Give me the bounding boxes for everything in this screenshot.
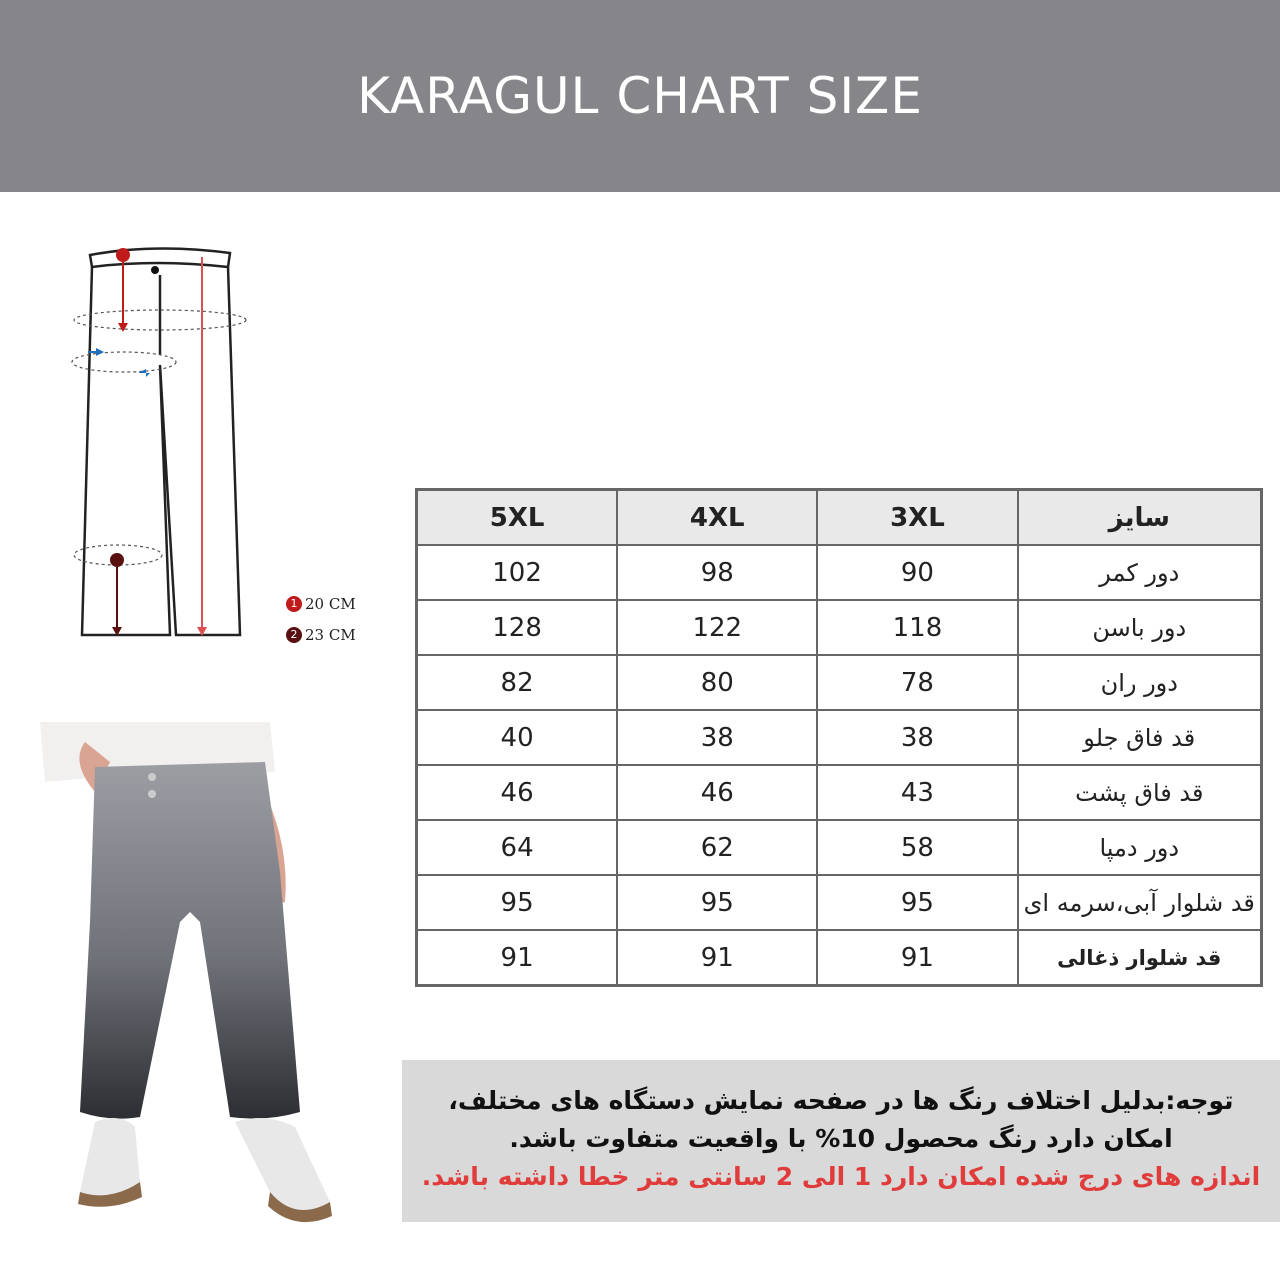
table-row	[417, 875, 1262, 930]
table-row	[417, 765, 1262, 820]
table-cell: 46	[417, 765, 618, 820]
legend-label-1: 20 CM	[305, 594, 356, 613]
measurement-legend	[286, 588, 356, 650]
table-cell: 122	[617, 600, 817, 655]
legend-label-2: 23 CM	[305, 625, 356, 644]
table-cell: 91	[817, 930, 1017, 986]
table-cell: 128	[417, 600, 618, 655]
product-photo	[40, 722, 340, 1242]
size-chart-table	[415, 488, 1263, 987]
legend-item-2	[286, 619, 356, 650]
table-header-row	[417, 490, 1262, 546]
header-banner	[0, 0, 1280, 192]
row-label: قد فاق پشت	[1018, 765, 1262, 820]
marker-1-icon: 1	[286, 596, 302, 612]
table-cell: 64	[417, 820, 618, 875]
table-cell: 118	[817, 600, 1017, 655]
table-row	[417, 930, 1262, 986]
table-cell: 90	[817, 545, 1017, 600]
notice-warning: اندازه های درج شده امکان دارد 1 الی 2 سانتی متر خطا داشته باشد.	[421, 1162, 1261, 1191]
column-header: 5XL	[417, 490, 618, 546]
table-row	[417, 545, 1262, 600]
table-cell: 91	[417, 930, 618, 986]
table-row	[417, 655, 1262, 710]
table-cell: 46	[617, 765, 817, 820]
column-header: 3XL	[817, 490, 1017, 546]
row-label: دور دمپا	[1018, 820, 1262, 875]
marker-2-icon: 2	[286, 627, 302, 643]
table-cell: 78	[817, 655, 1017, 710]
table-cell: 95	[417, 875, 618, 930]
table-cell: 62	[617, 820, 817, 875]
column-header: 4XL	[617, 490, 817, 546]
column-header: سایز	[1018, 490, 1262, 546]
table-cell: 95	[617, 875, 817, 930]
table-row	[417, 820, 1262, 875]
table-cell: 91	[617, 930, 817, 986]
table-cell: 40	[417, 710, 618, 765]
table-cell: 102	[417, 545, 618, 600]
row-label: قد شلوار ذغالی	[1018, 930, 1262, 986]
table-cell: 43	[817, 765, 1017, 820]
table-row	[417, 600, 1262, 655]
table-row	[417, 710, 1262, 765]
notice-box	[402, 1060, 1280, 1222]
notice-line-2: امکان دارد رنگ محصول 10% با واقعیت متفاوت باشد.	[509, 1124, 1173, 1153]
row-label: دور کمر	[1018, 545, 1262, 600]
legend-item-1	[286, 588, 356, 619]
table-cell: 38	[617, 710, 817, 765]
table-cell: 82	[417, 655, 618, 710]
table-cell: 80	[617, 655, 817, 710]
row-label: دور ران	[1018, 655, 1262, 710]
page-title: KARAGUL CHART SIZE	[357, 67, 923, 125]
table-cell: 95	[817, 875, 1017, 930]
notice-line-1: توجه:بدلیل اختلاف رنگ ها در صفحه نمایش دستگاه های مختلف،	[448, 1086, 1234, 1115]
row-label: قد فاق جلو	[1018, 710, 1262, 765]
table-cell: 98	[617, 545, 817, 600]
table-cell: 38	[817, 710, 1017, 765]
row-label: دور باسن	[1018, 600, 1262, 655]
table-cell: 58	[817, 820, 1017, 875]
row-label: قد شلوار آبی،سرمه ای	[1018, 875, 1262, 930]
